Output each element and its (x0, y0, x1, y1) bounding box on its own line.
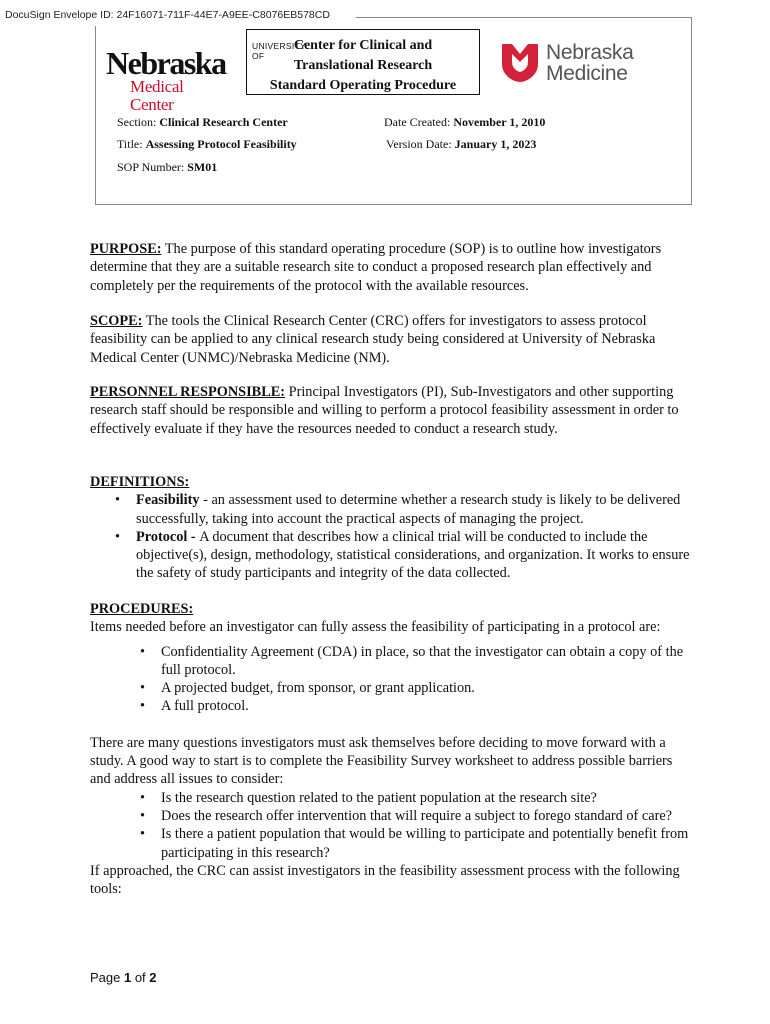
footer-of-label: of (131, 970, 150, 985)
meta-date-created (384, 115, 545, 130)
questions-list (90, 789, 690, 862)
scope-section (90, 312, 690, 367)
meta-title (117, 137, 297, 152)
procedures-section (90, 600, 690, 898)
unmc-logo-nebraska: Nebraska (106, 45, 226, 81)
meta-section-label: Section: (117, 115, 160, 129)
question-item: • Is the research question related to the patient population at the research site? (90, 789, 690, 807)
procedure-item: • Confidentiality Agreement (CDA) in place, so that the investigator can obtain a copy of the full protocol. (90, 643, 690, 680)
definition-term: Feasibility (136, 492, 200, 509)
nm-emblem-icon (498, 40, 542, 84)
nm-logo-line1: Nebraska (546, 41, 634, 64)
docusign-envelope-id: DocuSign Envelope ID: 24F16071-711F-44E7-A9EE-C8076EB578CD (5, 9, 330, 21)
nm-logo-line2: Medicine (546, 62, 628, 85)
sop-title-line: Translational Research (293, 58, 433, 73)
meta-version-date (386, 137, 536, 152)
meta-created-value: November 1, 2010 (453, 115, 546, 129)
personnel-section (90, 383, 690, 438)
meta-title-value: Assessing Protocol Feasibility (145, 137, 297, 151)
definition-item (90, 491, 690, 528)
sop-title-line: Standard Operating Procedure (269, 78, 457, 93)
meta-title-label: Title: (117, 137, 146, 151)
meta-sop-value: SM01 (187, 160, 218, 174)
sop-title-box (246, 29, 480, 95)
personnel-text: Principal Investigators (PI), Sub-Investigators and other supporting research staff should be responsible and willing to perform a protocol feasibility assessment in order to effectively evaluate if they have the resources needed to conduct a research study. (90, 384, 679, 437)
question-item: • Does the research offer intervention that will require a subject to forego standard of care? (90, 807, 690, 825)
purpose-text: The purpose of this standard operating procedure (SOP) is to outline how investigators determine that they are a suitable research site to conduct a proposed research plan effectively and completely per the requirements of the protocol with the available resources. (90, 241, 662, 294)
unmc-logo-university: UNIVERSITY OF (252, 41, 306, 61)
footer-page-total: 2 (149, 970, 157, 985)
definitions-section (90, 473, 690, 583)
procedures-closing: If approached, the CRC can assist investigators in the feasibility assessment process with the following tools: (90, 862, 680, 898)
procedure-item: • A projected budget, from sponsor, or grant application. (90, 679, 690, 697)
meta-sop-label: SOP Number: (117, 160, 188, 174)
procedures-items-list (90, 643, 690, 716)
questions-intro: There are many questions investigators must ask themselves before deciding to move forward with a study. A good way to start is to complete the Feasibility Survey worksheet to address possible barriers and address all issues to consider: (90, 734, 673, 788)
nebraska-medicine-logo (498, 40, 638, 86)
scope-text: The tools the Clinical Research Center (CRC) offers for investigators to assess protocol feasibility can be applied to any clinical research study being considered at University of Nebraska Medical Center (UNMC)/Nebraska Medicine (NM). (90, 313, 656, 366)
meta-section-value: Clinical Research Center (159, 115, 288, 129)
definitions-heading: DEFINITIONS: (90, 474, 190, 490)
footer-page-number: 1 (123, 970, 132, 985)
definition-term: Protocol - (136, 528, 200, 545)
meta-created-label: Date Created: (384, 115, 454, 129)
personnel-heading: PERSONNEL RESPONSIBLE: (90, 384, 286, 400)
envelope-top-rule (356, 17, 692, 18)
page-footer (90, 970, 157, 985)
meta-section (117, 115, 288, 130)
unmc-logo (106, 41, 306, 114)
definition-item (90, 528, 690, 583)
unmc-logo-medical-center: Medical Center (130, 77, 184, 114)
footer-page-label: Page (90, 970, 124, 985)
procedures-heading: PROCEDURES: (90, 601, 194, 617)
meta-version-label: Version Date: (386, 137, 455, 151)
envelope-left-rule (95, 26, 96, 205)
sop-title-line: Center for Clinical and (293, 38, 433, 53)
meta-version-value: January 1, 2023 (454, 137, 537, 151)
meta-sop-number (117, 160, 217, 175)
definition-text: A document that describes how a clinical trial will be conducted to include the objective(s), design, methodology, statistical considerations, and organization. It works to ensure the safety of study participants and integrity of the data collected. (136, 528, 690, 582)
envelope-right-rule (691, 17, 692, 205)
envelope-bottom-rule (95, 204, 692, 205)
definition-text: - an assessment used to determine whether a research study is likely to be delivered successfully, taking into account the practical aspects of managing the project. (136, 492, 681, 527)
purpose-section (90, 240, 690, 295)
definitions-list (90, 491, 690, 582)
scope-heading: SCOPE: (90, 313, 143, 329)
procedures-intro: Items needed before an investigator can fully assess the feasibility of participating in a protocol are: (90, 619, 661, 636)
nm-logo-text (546, 42, 633, 84)
purpose-heading: PURPOSE: (90, 241, 162, 257)
question-item: • Is there a patient population that would be willing to participate and potentially benefit from participating in this research? (90, 825, 690, 862)
procedure-item: • A full protocol. (90, 697, 690, 715)
